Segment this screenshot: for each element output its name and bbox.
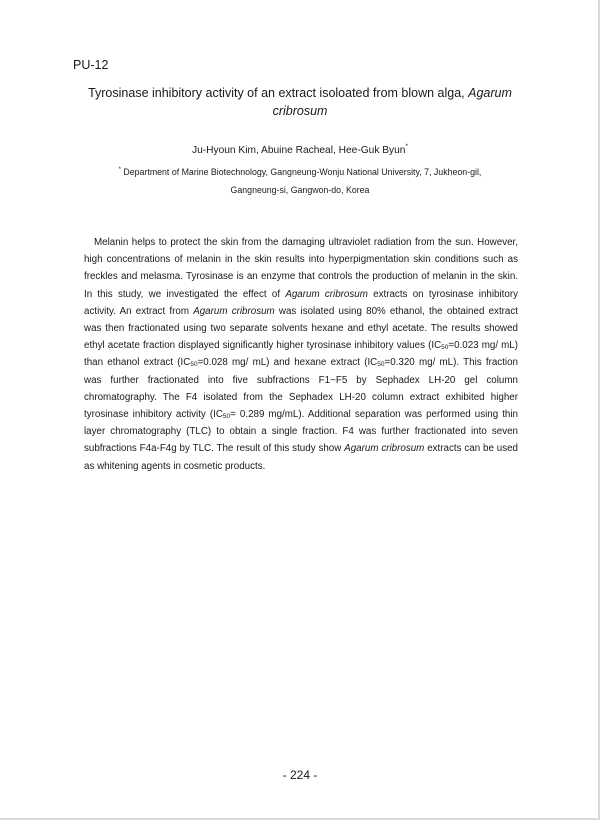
ic50-subscript: 50 (377, 361, 385, 369)
abstract-body (84, 234, 518, 475)
abstract-text: was isolated using 80% ethanol, the obtained extract was then fractionated using two separate solvents hexane and ethyl acetate. The results showed ethyl acetate fraction displayed significantly higher tyrosinase inhibitory values (IC (84, 305, 519, 352)
ic50-subscript: 50 (190, 361, 198, 369)
abstract-text: extracts can be used as whitening agents in cosmetic products. (84, 443, 519, 472)
abstract-code: PU-12 (73, 58, 109, 72)
affiliation-mark: * (118, 167, 121, 173)
ic50-subscript: 50 (222, 413, 231, 421)
affiliation-line-1: Department of Marine Biotechnology, Gangneung-Wonju National University, 7, Jukheon-gil, (120, 167, 482, 177)
species-name: Agarum cribrosum (285, 288, 368, 300)
paper-title (80, 84, 520, 120)
abstract-text: extracts on tyrosinase inhibitory activity. An extract from (84, 288, 518, 317)
affiliation (80, 161, 520, 199)
species-name: Agarum cribrosum (193, 305, 275, 317)
title-text: Tyrosinase inhibitory activity of an extract isoloated from blown alga, (88, 86, 469, 100)
species-name: Agarum cribrosum (344, 443, 425, 455)
author-names: Ju-Hyoun Kim, Abuine Racheal, Hee-Guk Byun (191, 145, 406, 156)
page-number: - 224 - (282, 768, 318, 782)
abstract-text: =0.320 mg/ mL). This fraction was further fractionated into five subfractions F1−F5 by Sephadex LH-20 gel column chromatography. The F4 isolated from the Sephadex LH-20 column extract exhibited higher tyrosinase inhibitory activity (IC (84, 357, 518, 421)
abstract-text: = 0.289 mg/mL). Additional separation was performed using thin layer chromatography (TLC) to obtain a single fraction. F4 was further fractionated into seven subfractions F4a-F4g by TLC. The result of this study show (84, 409, 518, 455)
abstract-text: =0.023 mg/ mL) than ethanol extract (IC (84, 340, 518, 369)
title-species-epithet: cribrosum (272, 104, 328, 118)
affiliation-line-2: Gangneung-si, Gangwon-do, Korea (230, 185, 370, 195)
abstract-text: =0.028 mg/ mL) and hexane extract (IC (197, 357, 378, 369)
abstract-text: Melanin helps to protect the skin from the damaging ultraviolet radiation from the sun. However, high concentrations of melanin in the skin results into hyperpigmentation skin conditions such as freckles and melasma. Tyrosinase is an enzyme that controls the production of melanin in the skin. In this study, we investigated the effect of (84, 237, 518, 300)
title-species-genus: Agarum (468, 86, 512, 100)
author-list (80, 143, 520, 156)
corresponding-mark: * (405, 143, 408, 150)
ic50-subscript: 50 (441, 344, 449, 352)
